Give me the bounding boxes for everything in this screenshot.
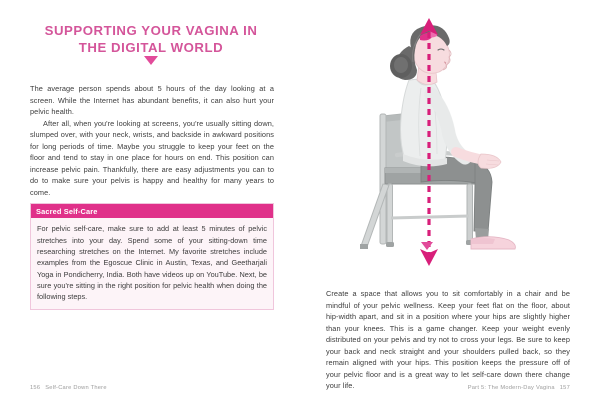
paragraph: After all, when you're looking at screens, you're usually sitting down, slumped over, with your neck, wrists, and backside in awkward positions for long periods of time. Maybe you struggle to keep your feet on the floor and tend to stay in one place for hours on end. This position can increase pelvic pain. Thankfully, there are easy adjustments you can to do to make sure your pelvis is happy and healthy for many years to come. <box>30 118 274 197</box>
right-body-text <box>326 288 570 392</box>
callout-header: Sacred Self-Care <box>31 204 273 218</box>
callout-body <box>31 218 273 308</box>
running-head: Self-Care Down There <box>45 385 107 391</box>
paragraph: For pelvic self-care, make sure to add at least 5 minutes of pelvic stretches into your day. Spend some of your sitting-down time researching stretches on the Internet. My favorite stretches include examples from the Egoscue Clinic in Austin, Texas, and Geetharjali Yoga in Pondicherry, India. Both have videos up on YouTube. Next, be sure you're sitting in the right position for pelvic health when doing the following steps. <box>37 224 267 302</box>
seated-posture-illustration <box>325 18 575 258</box>
footer-left <box>30 385 107 391</box>
posture-figure-svg <box>325 18 575 268</box>
paragraph: The average person spends about 5 hours of the day looking at a screen. While the Internet has abundant benefits, it can also hurt your pelvic health. <box>30 84 274 117</box>
page-number: 157 <box>559 385 570 391</box>
page-number: 156 <box>30 385 41 391</box>
running-head: Part 5: The Modern-Day Vagina <box>467 385 555 391</box>
paragraph: Create a space that allows you to sit comfortably in a chair and be mindful of your pelvic wellness. Keep your feet flat on the floor, about hip-width apart, and sit in a position where your hips are slightly higher than your knees. This is a game changer. Keep your weight evenly distributed on your pelvis and try not to cross your legs. Be sure to keep your back and neck straight and your shoulders pulled back, so they remain aligned with your hips. This position keeps the pressure off of your pelvic floor and is a great way to let self-care down there change your life. <box>326 289 570 391</box>
triangle-down-icon <box>421 242 433 250</box>
hand-graphic <box>478 154 501 168</box>
sacred-self-care-callout <box>30 203 274 310</box>
page-title: SUPPORTING YOUR VAGINA IN THE DIGITAL WORLD <box>44 23 258 55</box>
triangle-down-icon <box>144 56 158 65</box>
arrow-down-icon <box>420 249 438 266</box>
left-body-text <box>30 83 274 198</box>
